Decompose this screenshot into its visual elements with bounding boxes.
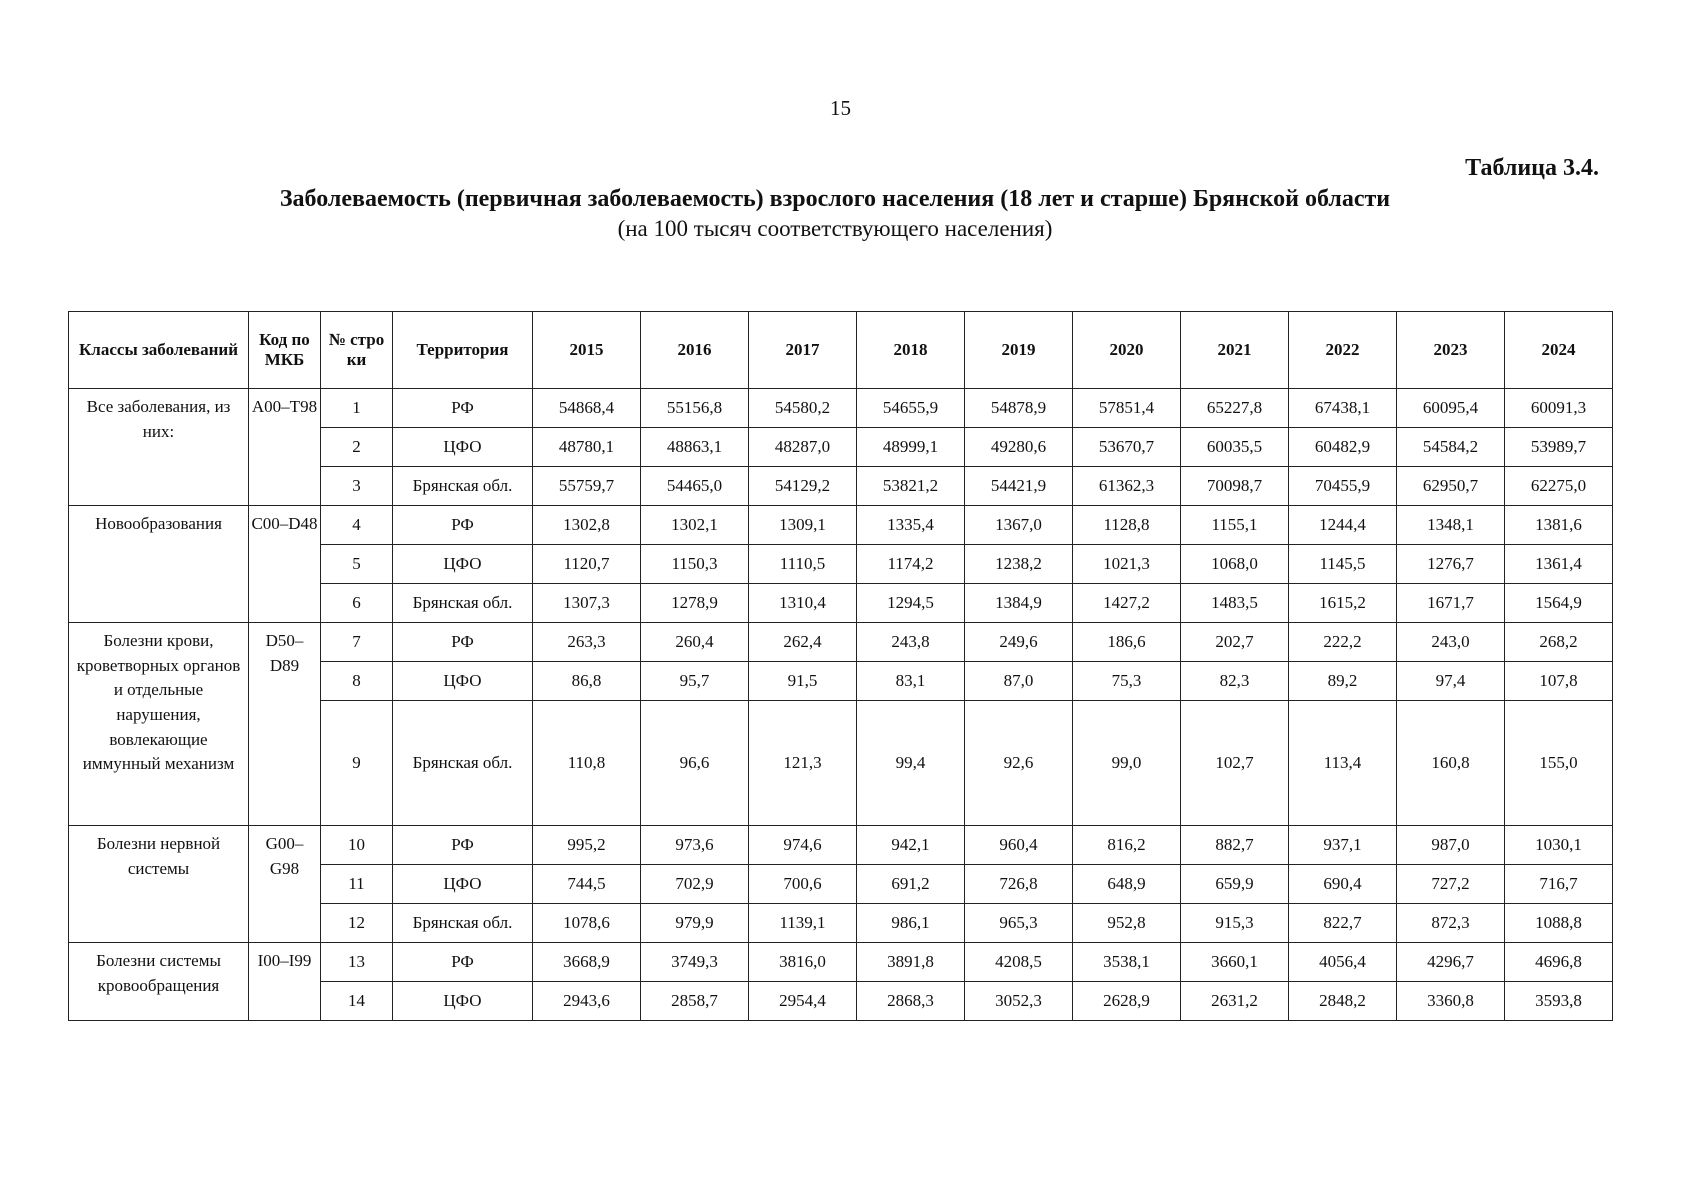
value-cell: 48999,1 bbox=[857, 428, 965, 467]
icd-code-cell: G00–G98 bbox=[249, 826, 321, 943]
value-cell: 973,6 bbox=[641, 826, 749, 865]
value-cell: 648,9 bbox=[1073, 865, 1181, 904]
value-cell: 62950,7 bbox=[1397, 467, 1505, 506]
table-row bbox=[69, 943, 1613, 982]
value-cell: 48780,1 bbox=[533, 428, 641, 467]
header-territory: Территория bbox=[393, 312, 533, 389]
value-cell: 262,4 bbox=[749, 623, 857, 662]
value-cell: 60035,5 bbox=[1181, 428, 1289, 467]
row-number-cell: 11 bbox=[321, 865, 393, 904]
territory-cell: Брянская обл. bbox=[393, 904, 533, 943]
icd-code-cell: D50–D89 bbox=[249, 623, 321, 826]
value-cell: 1238,2 bbox=[965, 545, 1073, 584]
disease-class-cell: Болезни нервной системы bbox=[69, 826, 249, 943]
value-cell: 3749,3 bbox=[641, 943, 749, 982]
value-cell: 70098,7 bbox=[1181, 467, 1289, 506]
value-cell: 54655,9 bbox=[857, 389, 965, 428]
value-cell: 53821,2 bbox=[857, 467, 965, 506]
value-cell: 75,3 bbox=[1073, 662, 1181, 701]
value-cell: 1615,2 bbox=[1289, 584, 1397, 623]
value-cell: 3052,3 bbox=[965, 982, 1073, 1021]
row-number-cell: 4 bbox=[321, 506, 393, 545]
territory-cell: РФ bbox=[393, 623, 533, 662]
header-row-no: № стро ки bbox=[321, 312, 393, 389]
value-cell: 202,7 bbox=[1181, 623, 1289, 662]
value-cell: 659,9 bbox=[1181, 865, 1289, 904]
value-cell: 243,0 bbox=[1397, 623, 1505, 662]
value-cell: 1384,9 bbox=[965, 584, 1073, 623]
value-cell: 1021,3 bbox=[1073, 545, 1181, 584]
value-cell: 1128,8 bbox=[1073, 506, 1181, 545]
territory-cell: ЦФО bbox=[393, 545, 533, 584]
value-cell: 89,2 bbox=[1289, 662, 1397, 701]
table-row bbox=[69, 826, 1613, 865]
disease-class-cell: Новообразования bbox=[69, 506, 249, 623]
value-cell: 872,3 bbox=[1397, 904, 1505, 943]
value-cell: 2868,3 bbox=[857, 982, 965, 1021]
value-cell: 65227,8 bbox=[1181, 389, 1289, 428]
value-cell: 91,5 bbox=[749, 662, 857, 701]
value-cell: 915,3 bbox=[1181, 904, 1289, 943]
value-cell: 2628,9 bbox=[1073, 982, 1181, 1021]
value-cell: 4696,8 bbox=[1505, 943, 1613, 982]
value-cell: 942,1 bbox=[857, 826, 965, 865]
value-cell: 1068,0 bbox=[1181, 545, 1289, 584]
header-year: 2020 bbox=[1073, 312, 1181, 389]
value-cell: 97,4 bbox=[1397, 662, 1505, 701]
row-number-cell: 6 bbox=[321, 584, 393, 623]
row-number-cell: 5 bbox=[321, 545, 393, 584]
value-cell: 1145,5 bbox=[1289, 545, 1397, 584]
territory-cell: Брянская обл. bbox=[393, 467, 533, 506]
header-year: 2016 bbox=[641, 312, 749, 389]
value-cell: 2848,2 bbox=[1289, 982, 1397, 1021]
row-number-cell: 14 bbox=[321, 982, 393, 1021]
disease-class-cell: Болезни крови, кроветворных органов и отдельные нарушения, вовлекающие иммунный механизм bbox=[69, 623, 249, 826]
value-cell: 54868,4 bbox=[533, 389, 641, 428]
value-cell: 2954,4 bbox=[749, 982, 857, 1021]
value-cell: 974,6 bbox=[749, 826, 857, 865]
header-year: 2024 bbox=[1505, 312, 1613, 389]
value-cell: 260,4 bbox=[641, 623, 749, 662]
value-cell: 3593,8 bbox=[1505, 982, 1613, 1021]
value-cell: 186,6 bbox=[1073, 623, 1181, 662]
territory-cell: РФ bbox=[393, 389, 533, 428]
value-cell: 1310,4 bbox=[749, 584, 857, 623]
value-cell: 1302,8 bbox=[533, 506, 641, 545]
value-cell: 49280,6 bbox=[965, 428, 1073, 467]
value-cell: 1120,7 bbox=[533, 545, 641, 584]
value-cell: 1564,9 bbox=[1505, 584, 1613, 623]
value-cell: 1361,4 bbox=[1505, 545, 1613, 584]
header-year: 2018 bbox=[857, 312, 965, 389]
value-cell: 1335,4 bbox=[857, 506, 965, 545]
value-cell: 1302,1 bbox=[641, 506, 749, 545]
value-cell: 3668,9 bbox=[533, 943, 641, 982]
value-cell: 110,8 bbox=[533, 701, 641, 826]
value-cell: 70455,9 bbox=[1289, 467, 1397, 506]
value-cell: 995,2 bbox=[533, 826, 641, 865]
table-row bbox=[69, 506, 1613, 545]
morbidity-table bbox=[68, 311, 1613, 1021]
value-cell: 882,7 bbox=[1181, 826, 1289, 865]
value-cell: 2858,7 bbox=[641, 982, 749, 1021]
row-number-cell: 13 bbox=[321, 943, 393, 982]
value-cell: 3360,8 bbox=[1397, 982, 1505, 1021]
value-cell: 744,5 bbox=[533, 865, 641, 904]
value-cell: 48287,0 bbox=[749, 428, 857, 467]
icd-code-cell: C00–D48 bbox=[249, 506, 321, 623]
header-year: 2019 bbox=[965, 312, 1073, 389]
value-cell: 60095,4 bbox=[1397, 389, 1505, 428]
value-cell: 3891,8 bbox=[857, 943, 965, 982]
value-cell: 2631,2 bbox=[1181, 982, 1289, 1021]
row-number-cell: 2 bbox=[321, 428, 393, 467]
value-cell: 83,1 bbox=[857, 662, 965, 701]
value-cell: 82,3 bbox=[1181, 662, 1289, 701]
value-cell: 3660,1 bbox=[1181, 943, 1289, 982]
value-cell: 1155,1 bbox=[1181, 506, 1289, 545]
value-cell: 700,6 bbox=[749, 865, 857, 904]
icd-code-cell: I00–I99 bbox=[249, 943, 321, 1021]
territory-cell: РФ bbox=[393, 506, 533, 545]
value-cell: 1174,2 bbox=[857, 545, 965, 584]
value-cell: 727,2 bbox=[1397, 865, 1505, 904]
value-cell: 67438,1 bbox=[1289, 389, 1397, 428]
value-cell: 95,7 bbox=[641, 662, 749, 701]
table-row bbox=[69, 389, 1613, 428]
territory-cell: ЦФО bbox=[393, 982, 533, 1021]
value-cell: 716,7 bbox=[1505, 865, 1613, 904]
page-number: 15 bbox=[830, 96, 851, 120]
value-cell: 96,6 bbox=[641, 701, 749, 826]
value-cell: 268,2 bbox=[1505, 623, 1613, 662]
value-cell: 726,8 bbox=[965, 865, 1073, 904]
header-class: Классы заболеваний bbox=[69, 312, 249, 389]
value-cell: 53670,7 bbox=[1073, 428, 1181, 467]
header-year: 2015 bbox=[533, 312, 641, 389]
header-code: Код по МКБ bbox=[249, 312, 321, 389]
table-subtitle: (на 100 тысяч соответствующего населения) bbox=[617, 216, 1053, 241]
icd-code-cell: A00–T98 bbox=[249, 389, 321, 506]
table-label: Таблица 3.4. bbox=[1465, 155, 1599, 181]
value-cell: 54421,9 bbox=[965, 467, 1073, 506]
value-cell: 113,4 bbox=[1289, 701, 1397, 826]
value-cell: 1139,1 bbox=[749, 904, 857, 943]
value-cell: 99,0 bbox=[1073, 701, 1181, 826]
value-cell: 92,6 bbox=[965, 701, 1073, 826]
value-cell: 99,4 bbox=[857, 701, 965, 826]
header-row bbox=[69, 312, 1613, 389]
territory-cell: ЦФО bbox=[393, 428, 533, 467]
value-cell: 822,7 bbox=[1289, 904, 1397, 943]
header-year: 2023 bbox=[1397, 312, 1505, 389]
value-cell: 1278,9 bbox=[641, 584, 749, 623]
value-cell: 986,1 bbox=[857, 904, 965, 943]
value-cell: 60091,3 bbox=[1505, 389, 1613, 428]
value-cell: 54580,2 bbox=[749, 389, 857, 428]
value-cell: 54129,2 bbox=[749, 467, 857, 506]
territory-cell: ЦФО bbox=[393, 865, 533, 904]
value-cell: 816,2 bbox=[1073, 826, 1181, 865]
value-cell: 263,3 bbox=[533, 623, 641, 662]
value-cell: 952,8 bbox=[1073, 904, 1181, 943]
row-number-cell: 10 bbox=[321, 826, 393, 865]
value-cell: 691,2 bbox=[857, 865, 965, 904]
value-cell: 4056,4 bbox=[1289, 943, 1397, 982]
value-cell: 249,6 bbox=[965, 623, 1073, 662]
value-cell: 979,9 bbox=[641, 904, 749, 943]
value-cell: 1348,1 bbox=[1397, 506, 1505, 545]
value-cell: 107,8 bbox=[1505, 662, 1613, 701]
value-cell: 987,0 bbox=[1397, 826, 1505, 865]
territory-cell: Брянская обл. bbox=[393, 701, 533, 826]
row-number-cell: 12 bbox=[321, 904, 393, 943]
row-number-cell: 1 bbox=[321, 389, 393, 428]
value-cell: 121,3 bbox=[749, 701, 857, 826]
value-cell: 1309,1 bbox=[749, 506, 857, 545]
value-cell: 1427,2 bbox=[1073, 584, 1181, 623]
value-cell: 965,3 bbox=[965, 904, 1073, 943]
value-cell: 54878,9 bbox=[965, 389, 1073, 428]
value-cell: 102,7 bbox=[1181, 701, 1289, 826]
value-cell: 62275,0 bbox=[1505, 467, 1613, 506]
value-cell: 55156,8 bbox=[641, 389, 749, 428]
value-cell: 61362,3 bbox=[1073, 467, 1181, 506]
value-cell: 960,4 bbox=[965, 826, 1073, 865]
row-number-cell: 3 bbox=[321, 467, 393, 506]
value-cell: 155,0 bbox=[1505, 701, 1613, 826]
row-number-cell: 8 bbox=[321, 662, 393, 701]
value-cell: 53989,7 bbox=[1505, 428, 1613, 467]
value-cell: 702,9 bbox=[641, 865, 749, 904]
value-cell: 1367,0 bbox=[965, 506, 1073, 545]
value-cell: 1088,8 bbox=[1505, 904, 1613, 943]
value-cell: 4296,7 bbox=[1397, 943, 1505, 982]
header-year: 2021 bbox=[1181, 312, 1289, 389]
territory-cell: РФ bbox=[393, 943, 533, 982]
value-cell: 3816,0 bbox=[749, 943, 857, 982]
value-cell: 243,8 bbox=[857, 623, 965, 662]
value-cell: 1671,7 bbox=[1397, 584, 1505, 623]
value-cell: 4208,5 bbox=[965, 943, 1073, 982]
value-cell: 1078,6 bbox=[533, 904, 641, 943]
value-cell: 1030,1 bbox=[1505, 826, 1613, 865]
value-cell: 54584,2 bbox=[1397, 428, 1505, 467]
value-cell: 87,0 bbox=[965, 662, 1073, 701]
value-cell: 57851,4 bbox=[1073, 389, 1181, 428]
value-cell: 1294,5 bbox=[857, 584, 965, 623]
header-year: 2017 bbox=[749, 312, 857, 389]
table-title: Заболеваемость (первичная заболеваемость) взрослого населения (18 лет и старше) Брянской области bbox=[279, 186, 1391, 212]
row-number-cell: 9 bbox=[321, 701, 393, 826]
value-cell: 937,1 bbox=[1289, 826, 1397, 865]
value-cell: 1381,6 bbox=[1505, 506, 1613, 545]
value-cell: 86,8 bbox=[533, 662, 641, 701]
value-cell: 54465,0 bbox=[641, 467, 749, 506]
value-cell: 1483,5 bbox=[1181, 584, 1289, 623]
value-cell: 160,8 bbox=[1397, 701, 1505, 826]
value-cell: 48863,1 bbox=[641, 428, 749, 467]
value-cell: 1276,7 bbox=[1397, 545, 1505, 584]
header-year: 2022 bbox=[1289, 312, 1397, 389]
territory-cell: РФ bbox=[393, 826, 533, 865]
value-cell: 60482,9 bbox=[1289, 428, 1397, 467]
value-cell: 1150,3 bbox=[641, 545, 749, 584]
value-cell: 222,2 bbox=[1289, 623, 1397, 662]
row-number-cell: 7 bbox=[321, 623, 393, 662]
table-body bbox=[69, 389, 1613, 1021]
value-cell: 3538,1 bbox=[1073, 943, 1181, 982]
territory-cell: Брянская обл. bbox=[393, 584, 533, 623]
value-cell: 2943,6 bbox=[533, 982, 641, 1021]
value-cell: 55759,7 bbox=[533, 467, 641, 506]
value-cell: 1307,3 bbox=[533, 584, 641, 623]
disease-class-cell: Болезни системы кровообращения bbox=[69, 943, 249, 1021]
disease-class-cell: Все заболевания, из них: bbox=[69, 389, 249, 506]
table-row bbox=[69, 623, 1613, 662]
territory-cell: ЦФО bbox=[393, 662, 533, 701]
value-cell: 1110,5 bbox=[749, 545, 857, 584]
value-cell: 690,4 bbox=[1289, 865, 1397, 904]
value-cell: 1244,4 bbox=[1289, 506, 1397, 545]
